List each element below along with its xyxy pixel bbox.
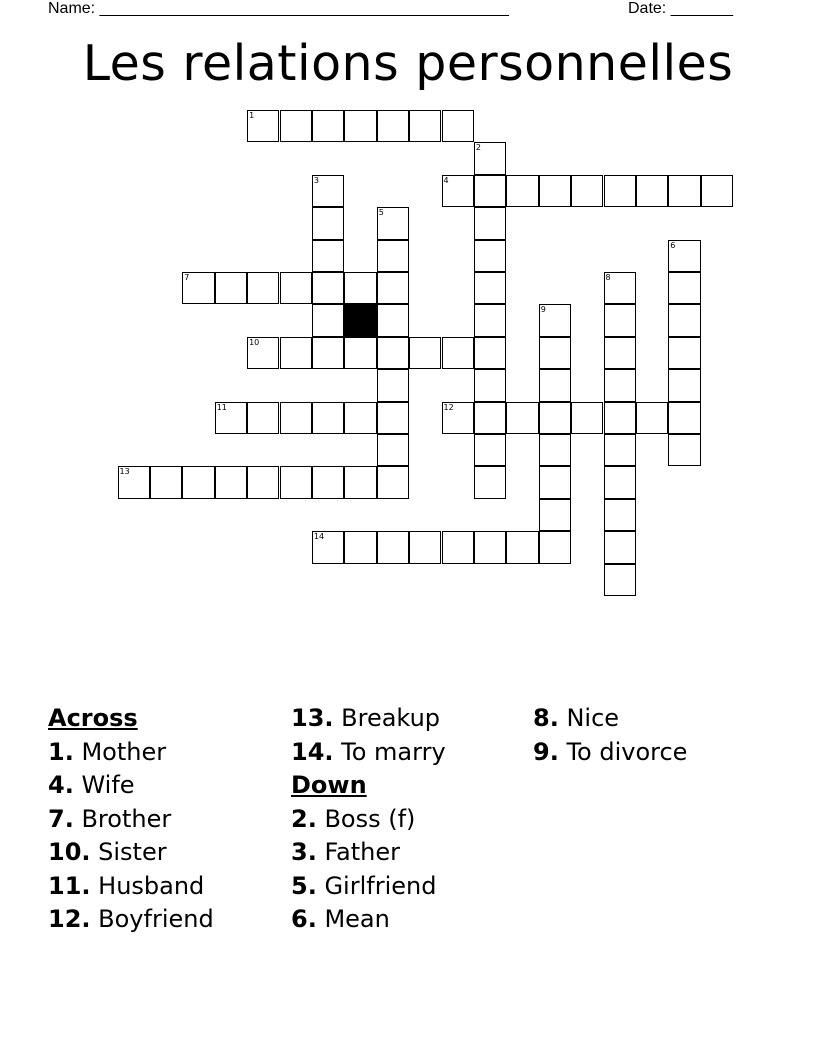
across-clue-list <box>48 736 288 937</box>
name-field[interactable]: Name: ______________________________________________ <box>48 0 509 17</box>
clue-column-1 <box>48 702 288 937</box>
clue-number: 14. <box>291 737 334 766</box>
grid-cell[interactable] <box>247 337 279 369</box>
grid-cell[interactable] <box>604 304 636 336</box>
grid-cell[interactable] <box>506 531 538 563</box>
grid-cell[interactable] <box>215 466 247 498</box>
clue-text: Father <box>316 838 401 866</box>
grid-cell[interactable] <box>571 402 603 434</box>
clue-text: Nice <box>558 704 620 732</box>
clue-item <box>48 836 288 870</box>
grid-cell[interactable] <box>377 402 409 434</box>
clue-number-label: 10 <box>249 337 260 347</box>
clue-number-label: 14 <box>313 532 325 542</box>
clue-number-label: 5 <box>378 208 384 218</box>
grid-cell[interactable] <box>442 110 474 142</box>
grid-cell[interactable] <box>604 499 636 531</box>
clue-item <box>291 803 531 837</box>
clue-number: 10. <box>48 838 91 866</box>
clue-text: Brother <box>73 804 172 833</box>
grid-cell[interactable] <box>604 466 636 498</box>
down-clue-list <box>291 803 531 937</box>
grid-cell[interactable] <box>377 240 409 272</box>
grid-cell[interactable] <box>604 531 636 563</box>
clue-text: Mother <box>73 737 167 766</box>
grid-cell[interactable] <box>409 110 441 142</box>
grid-cell[interactable] <box>280 110 312 142</box>
grid-cell[interactable] <box>182 272 214 304</box>
grid-cell[interactable] <box>344 272 376 304</box>
clue-number: 12. <box>48 905 91 933</box>
grid-cell[interactable] <box>442 531 474 563</box>
grid-cell[interactable] <box>215 272 247 304</box>
grid-cell[interactable] <box>668 240 700 272</box>
grid-cell[interactable] <box>377 110 409 142</box>
grid-cell[interactable] <box>604 564 636 596</box>
grid-cell[interactable] <box>280 337 312 369</box>
grid-cell[interactable] <box>118 466 150 498</box>
clue-item <box>533 736 773 770</box>
grid-cell[interactable] <box>312 207 344 239</box>
grid-cell[interactable] <box>312 531 344 563</box>
clue-number-label: 13 <box>119 467 130 477</box>
grid-cell[interactable] <box>377 466 409 498</box>
grid-cell[interactable] <box>604 402 636 434</box>
grid-cell[interactable] <box>668 402 700 434</box>
clue-column-2 <box>291 702 531 937</box>
grid-cell[interactable] <box>247 110 279 142</box>
grid-cell[interactable] <box>247 466 279 498</box>
grid-cell[interactable] <box>539 304 571 336</box>
grid-cell[interactable] <box>604 369 636 401</box>
clue-number-label: 12 <box>443 402 454 412</box>
grid-cell[interactable] <box>506 175 538 207</box>
grid-cell[interactable] <box>150 466 182 498</box>
clue-number-label: 8 <box>605 273 611 282</box>
grid-cell[interactable] <box>377 531 409 563</box>
clue-text: Boyfriend <box>90 905 214 933</box>
date-field[interactable]: Date: _______ <box>628 0 733 17</box>
grid-cell[interactable] <box>474 369 506 401</box>
grid-cell[interactable] <box>668 337 700 369</box>
grid-cell[interactable] <box>344 466 376 498</box>
grid-cell[interactable] <box>474 142 506 174</box>
clue-item <box>291 736 531 770</box>
grid-cell[interactable] <box>506 402 538 434</box>
grid-cell[interactable] <box>247 272 279 304</box>
grid-cell[interactable] <box>539 337 571 369</box>
grid-cell[interactable] <box>668 175 700 207</box>
grid-cell[interactable] <box>312 402 344 434</box>
grid-cell[interactable] <box>474 337 506 369</box>
grid-cell[interactable] <box>668 304 700 336</box>
grid-cell[interactable] <box>474 272 506 304</box>
grid-cell[interactable] <box>539 466 571 498</box>
grid-cell[interactable] <box>474 531 506 563</box>
grid-cell[interactable] <box>539 402 571 434</box>
grid-cell[interactable] <box>604 434 636 466</box>
grid-cell[interactable] <box>539 434 571 466</box>
clue-number-label: 7 <box>184 273 190 282</box>
clue-number: 4. <box>48 771 74 799</box>
grid-cell[interactable] <box>668 272 700 304</box>
grid-cell[interactable] <box>344 531 376 563</box>
grid-cell[interactable] <box>539 531 571 563</box>
grid-cell[interactable] <box>344 402 376 434</box>
clue-number: 11. <box>48 871 91 900</box>
grid-cell[interactable] <box>409 337 441 369</box>
grid-cell[interactable] <box>312 466 344 498</box>
grid-cell[interactable] <box>474 402 506 434</box>
grid-cell[interactable] <box>312 304 344 336</box>
clue-number: 13. <box>291 704 334 732</box>
clue-text: Girlfriend <box>316 871 437 900</box>
clue-number: 8. <box>533 704 559 732</box>
clue-text: Mean <box>316 905 390 933</box>
clue-number: 3. <box>291 838 317 866</box>
clue-number-label: 2 <box>475 143 481 153</box>
grid-cell[interactable] <box>539 175 571 207</box>
grid-cell[interactable] <box>280 272 312 304</box>
clue-number-label: 1 <box>249 111 255 120</box>
clue-number-label: 4 <box>443 175 449 185</box>
grid-cell[interactable] <box>442 175 474 207</box>
clue-item <box>48 769 288 803</box>
clue-item <box>48 803 288 837</box>
grid-cell[interactable] <box>604 175 636 207</box>
grid-cell[interactable] <box>377 369 409 401</box>
clue-number-label: 9 <box>540 305 546 315</box>
grid-cell[interactable] <box>377 337 409 369</box>
grid-cell[interactable] <box>539 369 571 401</box>
clue-number: 7. <box>48 804 74 833</box>
clue-number: 6. <box>291 905 317 933</box>
clue-item <box>48 903 288 937</box>
grid-cell[interactable] <box>474 207 506 239</box>
clue-text: Wife <box>73 771 135 799</box>
down-clue-list-continued <box>533 702 773 769</box>
down-heading: Down <box>291 771 367 799</box>
clue-number: 9. <box>533 737 559 766</box>
clue-text: To marry <box>333 737 446 766</box>
grid-cell[interactable] <box>474 304 506 336</box>
grid-cell[interactable] <box>668 369 700 401</box>
clue-item <box>533 702 773 736</box>
grid-cell[interactable] <box>474 434 506 466</box>
clue-text: Sister <box>90 838 167 866</box>
grid-cell[interactable] <box>377 207 409 239</box>
clue-item <box>291 702 531 736</box>
grid-cell[interactable] <box>280 466 312 498</box>
clue-number-label: 3 <box>313 175 319 185</box>
grid-cell[interactable] <box>604 272 636 304</box>
grid-cell[interactable] <box>571 175 603 207</box>
grid-cell[interactable] <box>312 175 344 207</box>
grid-cell[interactable] <box>474 466 506 498</box>
grid-cell[interactable] <box>668 434 700 466</box>
clue-item <box>291 836 531 870</box>
grid-cell[interactable] <box>474 240 506 272</box>
grid-cell[interactable] <box>636 402 668 434</box>
grid-cell[interactable] <box>312 110 344 142</box>
grid-cell[interactable] <box>604 337 636 369</box>
clue-number: 5. <box>291 871 317 900</box>
clue-number-label: 6 <box>670 240 676 250</box>
grid-cell[interactable] <box>215 402 247 434</box>
grid-cell[interactable] <box>701 175 733 207</box>
grid-cell[interactable] <box>442 337 474 369</box>
clue-column-3 <box>533 702 773 769</box>
clue-number-label: 11 <box>216 402 227 412</box>
clue-item <box>291 903 531 937</box>
clue-text: To divorce <box>558 737 688 766</box>
grid-cell[interactable] <box>312 337 344 369</box>
grid-cell[interactable] <box>442 402 474 434</box>
clue-text: Husband <box>90 871 205 900</box>
across-heading: Across <box>48 704 138 732</box>
grid-cell[interactable] <box>182 466 214 498</box>
page-title: Les relations personnelles <box>82 35 734 92</box>
clue-item <box>48 736 288 770</box>
clue-text: Boss (f) <box>316 804 416 833</box>
grid-cell[interactable] <box>312 240 344 272</box>
grid-cell[interactable] <box>409 531 441 563</box>
clue-item <box>48 870 288 904</box>
clue-item <box>291 870 531 904</box>
grid-cell[interactable] <box>636 175 668 207</box>
clue-text: Breakup <box>333 704 441 732</box>
grid-cell[interactable] <box>280 402 312 434</box>
black-cell <box>344 304 376 336</box>
clue-number: 1. <box>48 737 74 766</box>
grid-cell[interactable] <box>344 337 376 369</box>
grid-cell[interactable] <box>377 272 409 304</box>
grid-cell[interactable] <box>247 402 279 434</box>
grid-cell[interactable] <box>539 499 571 531</box>
grid-cell[interactable] <box>377 304 409 336</box>
grid-cell[interactable] <box>344 110 376 142</box>
across-clue-list-continued <box>291 702 531 769</box>
clue-number: 2. <box>291 804 317 833</box>
grid-cell[interactable] <box>312 272 344 304</box>
grid-cell[interactable] <box>474 175 506 207</box>
grid-cell[interactable] <box>377 434 409 466</box>
